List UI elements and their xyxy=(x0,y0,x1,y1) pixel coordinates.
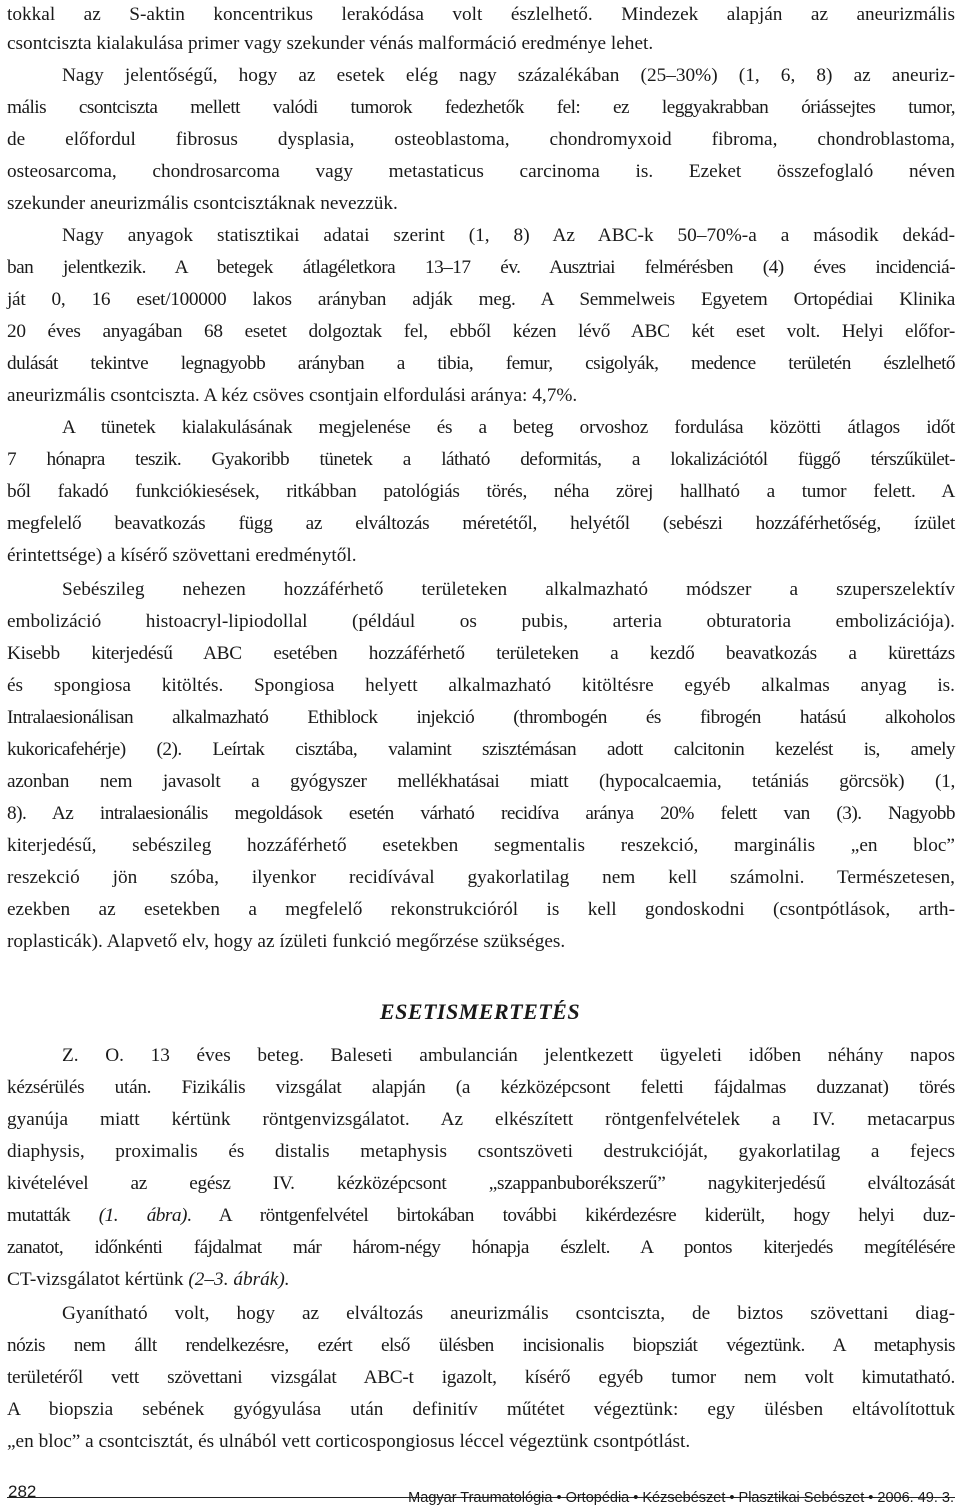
body-text-line: ből fakadó funkciókiesések, ritkábban patológiás törés, néha zörej hallható a tumor felett. A xyxy=(7,481,955,502)
figure-reference: (2–3. ábrák). xyxy=(188,1269,290,1290)
body-text-line: ját 0, 16 eset/100000 lakos arányban adják meg. A Semmelweis Egyetem Ortopédiai Klinika xyxy=(7,289,955,310)
text-run: . A röntgenfelvétel birtokában további kikérdezésre kiderült, hogy helyi duz- xyxy=(186,1205,955,1226)
body-text-line: „en bloc” a csontcisztát, és ulnából vett corticospongiosus léccel végeztünk csontpótlást. xyxy=(7,1431,691,1452)
body-text-line: dulását tekintve legnagyobb arányban a tibia, femur, csigolyák, medence területén észlelhető xyxy=(7,353,955,374)
body-text-line: Sebészileg nehezen hozzáférhető területeken alkalmazható módszer a szuperszelektív xyxy=(62,579,955,600)
body-text-line: osteosarcoma, chondrosarcoma vagy metastaticus carcinoma is. Ezeket összefoglaló néven xyxy=(7,161,955,182)
body-text-line: de előfordul fibrosus dysplasia, osteoblastoma, chondromyxoid fibroma, chondroblastoma, xyxy=(7,129,955,150)
body-text-line: szekunder aneurizmális csontcisztáknak nevezzük. xyxy=(7,193,398,214)
body-text-line: reszekció jön szóba, ilyenkor recidívával gyakorlatilag nem kell számolni. Természetesen, xyxy=(7,867,955,888)
body-text-line: gyanúja miatt kértünk röntgenvizsgálatot. Az elkészített röntgenfelvételek a IV. metacarpus xyxy=(7,1109,955,1130)
body-text-line: azonban nem javasolt a gyógyszer mellékhatásai miatt (hypocalcaemia, tetániás görcsök) (1, xyxy=(7,771,955,792)
body-text-line: diaphysis, proximalis és distalis metaphysis csontszöveti destrukcióját, gyakorlatilag a fejecs xyxy=(7,1141,955,1162)
body-text-line: 20 éves anyagában 68 esetet dolgoztak fel, ebből kézen lévő ABC két eset volt. Helyi előfor- xyxy=(7,321,955,342)
body-text-line: Intralaesionálisan alkalmazható Ethiblock injekció (thrombogén és fibrogén hatású alkoholos xyxy=(7,707,955,728)
body-text-line: kiterjedésű, sebészileg hozzáférhető esetekben segmentalis reszekció, marginális „en bloc” xyxy=(7,835,955,856)
body-text-line: Kisebb kiterjedésű ABC esetében hozzáférhető területeken a kezdő beavatkozás a kürettázs xyxy=(7,643,955,664)
body-text-line: kézsérülés után. Fizikális vizsgálat alapján (a kézközépcsont feletti fájdalmas duzzanat) törés xyxy=(7,1077,955,1098)
body-text-line: Gyanítható volt, hogy az elváltozás aneurizmális csontciszta, de biztos szövettani diag- xyxy=(62,1303,955,1324)
page-number: 282 xyxy=(8,1482,37,1501)
body-text-line: nózis nem állt rendelkezésre, ezért első ülésben incisionalis biopsziát végeztünk. A metaphysis xyxy=(7,1335,955,1356)
body-text-line: tokkal az S-aktin koncentrikus lerakódása volt észlelhető. Mindezek alapján az aneurizmális xyxy=(7,4,955,25)
journal-citation: Magyar Traumatológia • Ortopédia • Kézsebészet • Plasztikai Sebészet • 2006. 49. 3. xyxy=(408,1490,954,1506)
body-text-line: ban jelentkezik. A betegek átlagéletkora 13–17 év. Ausztriai felmérésben (4) éves incidenciá- xyxy=(7,257,955,278)
body-text-line: érintettsége) a kísérő szövettani eredménytől. xyxy=(7,545,357,566)
body-text-line: A biopszia sebének gyógyulása után definitív műtétet végeztünk: egy ülésben eltávolítottuk xyxy=(7,1399,955,1420)
body-text-line: Nagy jelentőségű, hogy az esetek elég nagy százalékában (25–30%) (1, 6, 8) az aneuriz- xyxy=(62,65,955,86)
body-text-line: A tünetek kialakulásának megjelenése és a beteg orvoshoz fordulása közötti átlagos időt xyxy=(62,417,955,438)
body-text-line: 8). Az intralaesionális megoldások esetén várható recidíva aránya 20% felett van (3). Nagyobb xyxy=(7,803,955,824)
body-text-line: Nagy anyagok statisztikai adatai szerint (1, 8) Az ABC-k 50–70%-a a második dekád- xyxy=(62,225,955,246)
body-text-line: ezekben az esetekben a megfelelő rekonstrukcióról is kell gondoskodni (csontpótlások, arth- xyxy=(7,899,955,920)
section-heading: ESETISMERTETÉS xyxy=(379,999,581,1024)
body-text-line: Z. O. 13 éves beteg. Baleseti ambulancián jelentkezett ügyeleti időben néhány napos xyxy=(62,1045,955,1066)
text-run: mutatták xyxy=(7,1205,99,1226)
body-text-line: kukoricafehérje) (2). Leírtak cisztába, valamint szisztémásan adott calcitonin kezelést is, amely xyxy=(7,739,955,760)
body-text-line: kivételével az egész IV. kézközépcsont „szappanbuborékszerű” nagykiterjedésű elváltozását xyxy=(7,1173,955,1194)
body-text-line: és spongiosa kitöltés. Spongiosa helyett alkalmazható kitöltésre egyéb alkalmas anyag is. xyxy=(7,675,955,696)
text-run: CT-vizsgálatot kértünk xyxy=(7,1269,189,1290)
body-text-line: embolizáció histoacryl-lipiodollal (például os pubis, arteria obturatoria embolizációja). xyxy=(7,611,955,632)
body-text-line xyxy=(7,1201,955,1231)
body-text-line: 7 hónapra teszik. Gyakoribb tünetek a látható deformitás, a lokalizációtól függő térszűkület- xyxy=(7,449,955,470)
body-text-line: csontciszta kialakulása primer vagy szekunder vénás malformáció eredménye lehet. xyxy=(7,33,654,54)
body-text-line: aneurizmális csontciszta. A kéz csöves csontjain elfordulási aránya: 4,7%. xyxy=(7,385,578,406)
body-text-line: mális csontciszta mellett valódi tumorok fedezhetők fel: ez leggyakrabban óriássejtes tumor, xyxy=(7,97,955,118)
body-text-line: megfelelő beavatkozás függ az elváltozás méretétől, helyétől (sebészi hozzáférhetőség, ízület xyxy=(7,513,955,534)
body-text-line: roplasticák). Alapvető elv, hogy az ízületi funkció megőrzése szükséges. xyxy=(7,931,566,952)
figure-reference: (1. ábra) xyxy=(98,1205,187,1226)
body-text-line: zanatot, időnkénti fájdalmat már három-négy hónapja észlelt. A pontos kiterjedés megítélésére xyxy=(7,1237,955,1258)
body-text-line xyxy=(7,1265,955,1295)
body-text-line: területéről vett szövettani vizsgálat ABC-t igazolt, kísérő egyéb tumor nem volt kimutatható. xyxy=(7,1367,955,1388)
